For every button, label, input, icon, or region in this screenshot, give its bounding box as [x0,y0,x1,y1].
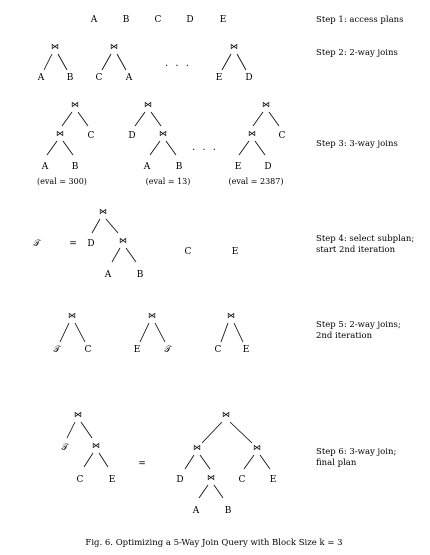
relation-d: D [128,131,136,141]
relation-e: E [215,73,223,83]
relation-d: D [87,239,95,249]
temp-relation-t: 𝒯 [164,345,172,355]
step-label: Step 4: select subplan; [316,234,415,244]
tree-edge [63,141,73,155]
step-label: start 2nd iteration [316,245,396,255]
tree-edge [140,323,149,342]
relation-b: B [136,270,144,280]
relation-c: C [214,345,222,355]
relation-b: B [66,73,74,83]
tree-edge [135,112,145,126]
tree-edge [112,248,120,262]
relation-e: E [242,345,250,355]
relation-a: A [125,73,133,83]
join-operator: ⋈ [253,443,261,452]
relation-c: C [76,475,84,485]
join-operator: ⋈ [99,207,107,216]
relation-e: E [219,15,227,25]
equals-sign: = [69,239,77,249]
relation-c: C [184,247,192,257]
temp-relation-t: 𝒯 [53,345,61,355]
tree-edge [260,455,270,469]
relation-b: B [224,506,232,516]
tree-edge [199,485,208,498]
tree-edge [75,323,85,342]
relation-a: A [192,506,200,516]
join-operator: ⋈ [74,410,82,419]
join-operator: ⋈ [227,311,235,320]
relation-d: D [186,15,194,25]
step-label: 2nd iteration [316,331,373,341]
tree-edge [84,453,93,467]
tree-edge [166,141,176,155]
relation-d: D [176,475,184,485]
tree-edge [92,219,100,233]
step-label: final plan [316,458,357,468]
join-operator: ⋈ [262,100,270,109]
join-operator: ⋈ [56,129,64,138]
relation-e: E [269,475,277,485]
figure-caption: Fig. 6. Optimizing a 5-Way Join Query with Block Size k = 3 [85,538,343,548]
relation-a: A [143,162,151,172]
eval-label: (eval = 13) [145,177,191,186]
join-operator: ⋈ [230,42,238,51]
relation-b: B [122,15,130,25]
relation-c: C [238,475,246,485]
relation-a: A [90,15,98,25]
tree-edge [255,141,265,155]
relation-a: A [41,162,49,172]
join-operator: ⋈ [159,129,167,138]
tree-edge [47,141,57,155]
relation-e: E [234,162,242,172]
join-operator: ⋈ [119,236,127,245]
relation-b: B [71,162,79,172]
step-label: Step 1: access plans [316,15,404,25]
tree-edge [67,422,75,438]
tree-edge [58,54,67,70]
tree-edge [230,422,252,443]
join-operator: ⋈ [144,100,152,109]
ellipsis: . . . [192,142,218,153]
tree-edge [202,422,222,443]
tree-edge [60,323,69,342]
relation-c: C [95,73,103,83]
join-operator: ⋈ [51,42,59,51]
tree-edge [237,54,246,70]
tree-edge [78,112,88,126]
relation-c: C [154,15,162,25]
tree-edge [81,422,92,438]
join-operator: ⋈ [222,410,230,419]
relation-e: E [231,247,239,257]
equals-sign: = [138,459,146,469]
join-operator: ⋈ [92,441,100,450]
tree-edge [62,112,72,126]
relation-e: E [133,345,141,355]
relation-e: E [108,475,116,485]
join-operator: ⋈ [148,311,156,320]
tree-edge [44,54,52,70]
relation-b: B [175,162,183,172]
relation-c: C [278,131,286,141]
tree-edge [150,141,160,155]
tree-edge [214,485,223,498]
tree-edge [222,54,231,70]
step-label: Step 6: 3-way join; [316,447,397,457]
join-operator: ⋈ [71,100,79,109]
join-operator: ⋈ [193,443,201,452]
eval-label: (eval = 2387) [228,177,284,186]
relation-a: A [104,270,112,280]
temp-relation-t: 𝒯 [61,443,69,453]
tree-edge [106,219,118,233]
step-label: Step 3: 3-way joins [316,139,398,149]
relation-d: D [264,162,272,172]
join-operator: ⋈ [68,311,76,320]
tree-edge [185,455,194,469]
join-operator: ⋈ [110,42,118,51]
relation-c: C [84,345,92,355]
temp-relation-t: 𝒯 [33,239,41,249]
tree-edge [253,112,263,126]
ellipsis: . . . [165,58,191,69]
tree-edge [102,54,111,70]
tree-edge [244,455,254,469]
step-label: Step 5: 2-way joins; [316,320,401,330]
tree-edge [221,323,228,342]
step-label: Step 2: 2-way joins [316,48,398,58]
tree-edge [234,323,243,342]
tree-edge [117,54,126,70]
relation-d: D [245,73,253,83]
tree-edge [99,453,108,467]
tree-edge [239,141,249,155]
relation-a: A [37,73,45,83]
tree-edge [200,455,210,469]
tree-edge [151,112,161,126]
join-operator: ⋈ [248,129,256,138]
tree-edge [269,112,279,126]
relation-c: C [87,131,95,141]
eval-label: (eval = 300) [37,177,87,186]
join-operator: ⋈ [207,473,215,482]
tree-edge [155,323,165,342]
tree-edge [126,248,136,262]
